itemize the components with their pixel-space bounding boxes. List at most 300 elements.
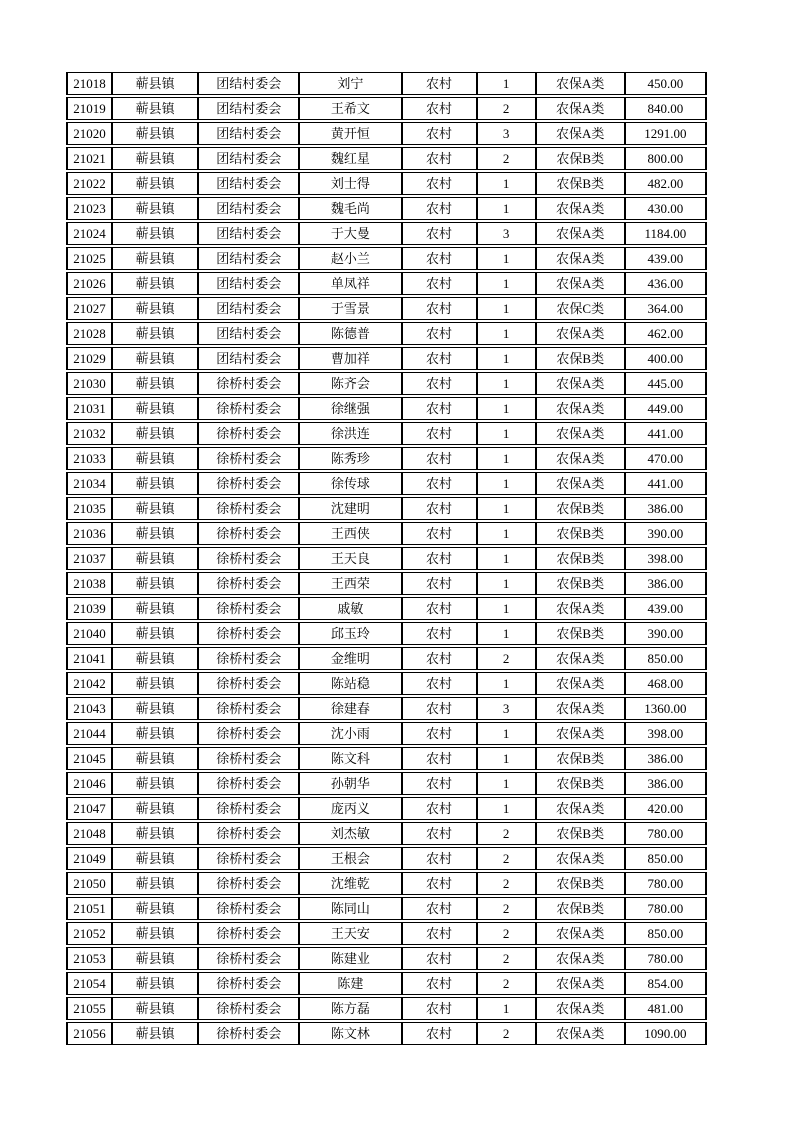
amount-cell: 800.00 bbox=[625, 147, 707, 170]
village-committee-cell: 徐桥村委会 bbox=[198, 572, 299, 595]
town-cell: 蕲县镇 bbox=[112, 497, 198, 520]
table-row bbox=[66, 347, 707, 370]
residence-type-cell: 农村 bbox=[402, 997, 477, 1020]
residence-type-cell: 农村 bbox=[402, 822, 477, 845]
village-committee-cell: 徐桥村委会 bbox=[198, 822, 299, 845]
village-committee-cell: 徐桥村委会 bbox=[198, 672, 299, 695]
record-id-cell: 21044 bbox=[66, 722, 112, 745]
village-committee-cell: 团结村委会 bbox=[198, 322, 299, 345]
amount-cell: 364.00 bbox=[625, 297, 707, 320]
person-count-cell: 1 bbox=[477, 447, 536, 470]
person-name-cell: 沈建明 bbox=[299, 497, 401, 520]
record-id-cell: 21034 bbox=[66, 472, 112, 495]
person-name-cell: 于雪景 bbox=[299, 297, 401, 320]
village-committee-cell: 团结村委会 bbox=[198, 347, 299, 370]
residence-type-cell: 农村 bbox=[402, 922, 477, 945]
person-count-cell: 1 bbox=[477, 247, 536, 270]
person-count-cell: 1 bbox=[477, 997, 536, 1020]
table-row bbox=[66, 872, 707, 895]
insurance-category-cell: 农保B类 bbox=[536, 872, 625, 895]
record-id-cell: 21023 bbox=[66, 197, 112, 220]
town-cell: 蕲县镇 bbox=[112, 847, 198, 870]
insurance-category-cell: 农保A类 bbox=[536, 722, 625, 745]
record-id-cell: 21027 bbox=[66, 297, 112, 320]
person-name-cell: 陈建 bbox=[299, 972, 401, 995]
record-id-cell: 21039 bbox=[66, 597, 112, 620]
person-name-cell: 陈方磊 bbox=[299, 997, 401, 1020]
amount-cell: 1360.00 bbox=[625, 697, 707, 720]
pension-table bbox=[66, 70, 707, 1047]
person-name-cell: 陈秀珍 bbox=[299, 447, 401, 470]
town-cell: 蕲县镇 bbox=[112, 972, 198, 995]
insurance-category-cell: 农保A类 bbox=[536, 322, 625, 345]
table-row bbox=[66, 272, 707, 295]
record-id-cell: 21045 bbox=[66, 747, 112, 770]
person-count-cell: 2 bbox=[477, 1022, 536, 1045]
village-committee-cell: 徐桥村委会 bbox=[198, 847, 299, 870]
table-row bbox=[66, 222, 707, 245]
residence-type-cell: 农村 bbox=[402, 972, 477, 995]
insurance-category-cell: 农保B类 bbox=[536, 147, 625, 170]
amount-cell: 449.00 bbox=[625, 397, 707, 420]
person-count-cell: 1 bbox=[477, 797, 536, 820]
insurance-category-cell: 农保B类 bbox=[536, 622, 625, 645]
town-cell: 蕲县镇 bbox=[112, 97, 198, 120]
amount-cell: 398.00 bbox=[625, 722, 707, 745]
table-row bbox=[66, 647, 707, 670]
town-cell: 蕲县镇 bbox=[112, 797, 198, 820]
record-id-cell: 21019 bbox=[66, 97, 112, 120]
town-cell: 蕲县镇 bbox=[112, 172, 198, 195]
insurance-category-cell: 农保B类 bbox=[536, 822, 625, 845]
residence-type-cell: 农村 bbox=[402, 797, 477, 820]
person-name-cell: 王西侠 bbox=[299, 522, 401, 545]
person-count-cell: 1 bbox=[477, 472, 536, 495]
record-id-cell: 21024 bbox=[66, 222, 112, 245]
person-count-cell: 1 bbox=[477, 397, 536, 420]
person-name-cell: 陈齐会 bbox=[299, 372, 401, 395]
record-id-cell: 21053 bbox=[66, 947, 112, 970]
person-name-cell: 刘宁 bbox=[299, 72, 401, 95]
person-name-cell: 戚敏 bbox=[299, 597, 401, 620]
amount-cell: 1291.00 bbox=[625, 122, 707, 145]
town-cell: 蕲县镇 bbox=[112, 447, 198, 470]
village-committee-cell: 团结村委会 bbox=[198, 222, 299, 245]
village-committee-cell: 徐桥村委会 bbox=[198, 547, 299, 570]
person-name-cell: 陈同山 bbox=[299, 897, 401, 920]
amount-cell: 445.00 bbox=[625, 372, 707, 395]
town-cell: 蕲县镇 bbox=[112, 1022, 198, 1045]
insurance-category-cell: 农保A类 bbox=[536, 847, 625, 870]
record-id-cell: 21042 bbox=[66, 672, 112, 695]
residence-type-cell: 农村 bbox=[402, 747, 477, 770]
insurance-category-cell: 农保A类 bbox=[536, 372, 625, 395]
person-name-cell: 徐建春 bbox=[299, 697, 401, 720]
table-row bbox=[66, 972, 707, 995]
person-name-cell: 刘士得 bbox=[299, 172, 401, 195]
table-row bbox=[66, 672, 707, 695]
village-committee-cell: 徐桥村委会 bbox=[198, 697, 299, 720]
insurance-category-cell: 农保A类 bbox=[536, 197, 625, 220]
person-name-cell: 曹加祥 bbox=[299, 347, 401, 370]
village-committee-cell: 团结村委会 bbox=[198, 97, 299, 120]
village-committee-cell: 徐桥村委会 bbox=[198, 372, 299, 395]
record-id-cell: 21020 bbox=[66, 122, 112, 145]
town-cell: 蕲县镇 bbox=[112, 522, 198, 545]
amount-cell: 854.00 bbox=[625, 972, 707, 995]
record-id-cell: 21022 bbox=[66, 172, 112, 195]
table-row bbox=[66, 597, 707, 620]
table-row bbox=[66, 722, 707, 745]
insurance-category-cell: 农保B类 bbox=[536, 572, 625, 595]
table-row bbox=[66, 147, 707, 170]
person-name-cell: 黄开恒 bbox=[299, 122, 401, 145]
town-cell: 蕲县镇 bbox=[112, 947, 198, 970]
table-row bbox=[66, 322, 707, 345]
residence-type-cell: 农村 bbox=[402, 872, 477, 895]
table-row bbox=[66, 247, 707, 270]
person-count-cell: 1 bbox=[477, 622, 536, 645]
village-committee-cell: 徐桥村委会 bbox=[198, 447, 299, 470]
person-count-cell: 1 bbox=[477, 497, 536, 520]
amount-cell: 439.00 bbox=[625, 597, 707, 620]
residence-type-cell: 农村 bbox=[402, 497, 477, 520]
person-name-cell: 王根会 bbox=[299, 847, 401, 870]
person-name-cell: 沈维乾 bbox=[299, 872, 401, 895]
person-count-cell: 1 bbox=[477, 72, 536, 95]
record-id-cell: 21029 bbox=[66, 347, 112, 370]
table-row bbox=[66, 197, 707, 220]
amount-cell: 400.00 bbox=[625, 347, 707, 370]
village-committee-cell: 团结村委会 bbox=[198, 247, 299, 270]
town-cell: 蕲县镇 bbox=[112, 272, 198, 295]
person-name-cell: 赵小兰 bbox=[299, 247, 401, 270]
record-id-cell: 21052 bbox=[66, 922, 112, 945]
table-row bbox=[66, 172, 707, 195]
pension-table-body bbox=[66, 72, 707, 1045]
record-id-cell: 21026 bbox=[66, 272, 112, 295]
village-committee-cell: 团结村委会 bbox=[198, 297, 299, 320]
town-cell: 蕲县镇 bbox=[112, 122, 198, 145]
insurance-category-cell: 农保B类 bbox=[536, 897, 625, 920]
person-count-cell: 1 bbox=[477, 322, 536, 345]
town-cell: 蕲县镇 bbox=[112, 147, 198, 170]
amount-cell: 386.00 bbox=[625, 572, 707, 595]
insurance-category-cell: 农保A类 bbox=[536, 797, 625, 820]
residence-type-cell: 农村 bbox=[402, 547, 477, 570]
town-cell: 蕲县镇 bbox=[112, 247, 198, 270]
table-row bbox=[66, 1022, 707, 1045]
record-id-cell: 21025 bbox=[66, 247, 112, 270]
residence-type-cell: 农村 bbox=[402, 622, 477, 645]
amount-cell: 840.00 bbox=[625, 97, 707, 120]
insurance-category-cell: 农保A类 bbox=[536, 922, 625, 945]
person-name-cell: 庞丙义 bbox=[299, 797, 401, 820]
residence-type-cell: 农村 bbox=[402, 947, 477, 970]
person-count-cell: 2 bbox=[477, 922, 536, 945]
amount-cell: 420.00 bbox=[625, 797, 707, 820]
insurance-category-cell: 农保A类 bbox=[536, 972, 625, 995]
residence-type-cell: 农村 bbox=[402, 372, 477, 395]
table-row bbox=[66, 622, 707, 645]
village-committee-cell: 团结村委会 bbox=[198, 147, 299, 170]
village-committee-cell: 团结村委会 bbox=[198, 122, 299, 145]
person-name-cell: 魏红星 bbox=[299, 147, 401, 170]
village-committee-cell: 徐桥村委会 bbox=[198, 972, 299, 995]
town-cell: 蕲县镇 bbox=[112, 897, 198, 920]
person-count-cell: 1 bbox=[477, 522, 536, 545]
person-count-cell: 1 bbox=[477, 197, 536, 220]
table-row bbox=[66, 472, 707, 495]
village-committee-cell: 团结村委会 bbox=[198, 72, 299, 95]
residence-type-cell: 农村 bbox=[402, 72, 477, 95]
table-row bbox=[66, 747, 707, 770]
town-cell: 蕲县镇 bbox=[112, 747, 198, 770]
village-committee-cell: 徐桥村委会 bbox=[198, 522, 299, 545]
village-committee-cell: 徐桥村委会 bbox=[198, 922, 299, 945]
person-name-cell: 陈文科 bbox=[299, 747, 401, 770]
person-count-cell: 2 bbox=[477, 872, 536, 895]
insurance-category-cell: 农保A类 bbox=[536, 222, 625, 245]
record-id-cell: 21018 bbox=[66, 72, 112, 95]
insurance-category-cell: 农保B类 bbox=[536, 747, 625, 770]
person-count-cell: 1 bbox=[477, 272, 536, 295]
person-count-cell: 1 bbox=[477, 722, 536, 745]
insurance-category-cell: 农保A类 bbox=[536, 947, 625, 970]
record-id-cell: 21037 bbox=[66, 547, 112, 570]
record-id-cell: 21021 bbox=[66, 147, 112, 170]
village-committee-cell: 徐桥村委会 bbox=[198, 397, 299, 420]
table-row bbox=[66, 122, 707, 145]
residence-type-cell: 农村 bbox=[402, 122, 477, 145]
record-id-cell: 21035 bbox=[66, 497, 112, 520]
record-id-cell: 21049 bbox=[66, 847, 112, 870]
amount-cell: 850.00 bbox=[625, 922, 707, 945]
amount-cell: 780.00 bbox=[625, 822, 707, 845]
amount-cell: 386.00 bbox=[625, 772, 707, 795]
town-cell: 蕲县镇 bbox=[112, 997, 198, 1020]
insurance-category-cell: 农保A类 bbox=[536, 97, 625, 120]
person-name-cell: 陈站稳 bbox=[299, 672, 401, 695]
person-name-cell: 王西荣 bbox=[299, 572, 401, 595]
person-name-cell: 王天良 bbox=[299, 547, 401, 570]
residence-type-cell: 农村 bbox=[402, 722, 477, 745]
person-count-cell: 1 bbox=[477, 547, 536, 570]
residence-type-cell: 农村 bbox=[402, 597, 477, 620]
person-name-cell: 魏毛尚 bbox=[299, 197, 401, 220]
table-row bbox=[66, 947, 707, 970]
village-committee-cell: 徐桥村委会 bbox=[198, 497, 299, 520]
residence-type-cell: 农村 bbox=[402, 647, 477, 670]
amount-cell: 780.00 bbox=[625, 947, 707, 970]
residence-type-cell: 农村 bbox=[402, 447, 477, 470]
person-name-cell: 陈德普 bbox=[299, 322, 401, 345]
person-count-cell: 1 bbox=[477, 347, 536, 370]
insurance-category-cell: 农保A类 bbox=[536, 672, 625, 695]
amount-cell: 441.00 bbox=[625, 422, 707, 445]
town-cell: 蕲县镇 bbox=[112, 297, 198, 320]
residence-type-cell: 农村 bbox=[402, 172, 477, 195]
person-name-cell: 沈小雨 bbox=[299, 722, 401, 745]
record-id-cell: 21033 bbox=[66, 447, 112, 470]
person-name-cell: 徐继强 bbox=[299, 397, 401, 420]
table-row bbox=[66, 847, 707, 870]
village-committee-cell: 徐桥村委会 bbox=[198, 872, 299, 895]
person-name-cell: 徐传球 bbox=[299, 472, 401, 495]
person-count-cell: 2 bbox=[477, 847, 536, 870]
table-row bbox=[66, 897, 707, 920]
town-cell: 蕲县镇 bbox=[112, 872, 198, 895]
record-id-cell: 21038 bbox=[66, 572, 112, 595]
village-committee-cell: 徐桥村委会 bbox=[198, 722, 299, 745]
table-row bbox=[66, 372, 707, 395]
village-committee-cell: 徐桥村委会 bbox=[198, 422, 299, 445]
residence-type-cell: 农村 bbox=[402, 772, 477, 795]
residence-type-cell: 农村 bbox=[402, 472, 477, 495]
amount-cell: 1184.00 bbox=[625, 222, 707, 245]
table-row bbox=[66, 922, 707, 945]
table-row bbox=[66, 997, 707, 1020]
person-count-cell: 1 bbox=[477, 747, 536, 770]
insurance-category-cell: 农保A类 bbox=[536, 447, 625, 470]
record-id-cell: 21031 bbox=[66, 397, 112, 420]
record-id-cell: 21047 bbox=[66, 797, 112, 820]
insurance-category-cell: 农保A类 bbox=[536, 1022, 625, 1045]
residence-type-cell: 农村 bbox=[402, 897, 477, 920]
table-row bbox=[66, 572, 707, 595]
insurance-category-cell: 农保A类 bbox=[536, 397, 625, 420]
record-id-cell: 21046 bbox=[66, 772, 112, 795]
record-id-cell: 21051 bbox=[66, 897, 112, 920]
residence-type-cell: 农村 bbox=[402, 422, 477, 445]
insurance-category-cell: 农保A类 bbox=[536, 472, 625, 495]
town-cell: 蕲县镇 bbox=[112, 347, 198, 370]
insurance-category-cell: 农保A类 bbox=[536, 247, 625, 270]
town-cell: 蕲县镇 bbox=[112, 222, 198, 245]
amount-cell: 390.00 bbox=[625, 622, 707, 645]
insurance-category-cell: 农保A类 bbox=[536, 647, 625, 670]
village-committee-cell: 徐桥村委会 bbox=[198, 947, 299, 970]
town-cell: 蕲县镇 bbox=[112, 397, 198, 420]
town-cell: 蕲县镇 bbox=[112, 572, 198, 595]
person-count-cell: 1 bbox=[477, 572, 536, 595]
insurance-category-cell: 农保A类 bbox=[536, 272, 625, 295]
table-row bbox=[66, 447, 707, 470]
residence-type-cell: 农村 bbox=[402, 322, 477, 345]
person-count-cell: 1 bbox=[477, 372, 536, 395]
person-count-cell: 2 bbox=[477, 97, 536, 120]
amount-cell: 468.00 bbox=[625, 672, 707, 695]
insurance-category-cell: 农保B类 bbox=[536, 347, 625, 370]
insurance-category-cell: 农保B类 bbox=[536, 172, 625, 195]
village-committee-cell: 团结村委会 bbox=[198, 272, 299, 295]
amount-cell: 850.00 bbox=[625, 647, 707, 670]
amount-cell: 386.00 bbox=[625, 497, 707, 520]
village-committee-cell: 团结村委会 bbox=[198, 197, 299, 220]
record-id-cell: 21036 bbox=[66, 522, 112, 545]
amount-cell: 386.00 bbox=[625, 747, 707, 770]
table-row bbox=[66, 797, 707, 820]
town-cell: 蕲县镇 bbox=[112, 597, 198, 620]
amount-cell: 430.00 bbox=[625, 197, 707, 220]
town-cell: 蕲县镇 bbox=[112, 422, 198, 445]
town-cell: 蕲县镇 bbox=[112, 697, 198, 720]
town-cell: 蕲县镇 bbox=[112, 372, 198, 395]
village-committee-cell: 徐桥村委会 bbox=[198, 472, 299, 495]
amount-cell: 398.00 bbox=[625, 547, 707, 570]
record-id-cell: 21028 bbox=[66, 322, 112, 345]
record-id-cell: 21032 bbox=[66, 422, 112, 445]
residence-type-cell: 农村 bbox=[402, 197, 477, 220]
table-row bbox=[66, 297, 707, 320]
person-count-cell: 2 bbox=[477, 647, 536, 670]
residence-type-cell: 农村 bbox=[402, 247, 477, 270]
person-count-cell: 2 bbox=[477, 947, 536, 970]
town-cell: 蕲县镇 bbox=[112, 472, 198, 495]
record-id-cell: 21030 bbox=[66, 372, 112, 395]
village-committee-cell: 徐桥村委会 bbox=[198, 797, 299, 820]
record-id-cell: 21040 bbox=[66, 622, 112, 645]
person-name-cell: 刘杰敏 bbox=[299, 822, 401, 845]
village-committee-cell: 徐桥村委会 bbox=[198, 1022, 299, 1045]
residence-type-cell: 农村 bbox=[402, 1022, 477, 1045]
table-row bbox=[66, 697, 707, 720]
table-row bbox=[66, 547, 707, 570]
village-committee-cell: 徐桥村委会 bbox=[198, 997, 299, 1020]
record-id-cell: 21054 bbox=[66, 972, 112, 995]
table-row bbox=[66, 497, 707, 520]
amount-cell: 462.00 bbox=[625, 322, 707, 345]
village-committee-cell: 徐桥村委会 bbox=[198, 897, 299, 920]
person-name-cell: 陈建业 bbox=[299, 947, 401, 970]
village-committee-cell: 团结村委会 bbox=[198, 172, 299, 195]
insurance-category-cell: 农保A类 bbox=[536, 72, 625, 95]
amount-cell: 850.00 bbox=[625, 847, 707, 870]
insurance-category-cell: 农保B类 bbox=[536, 772, 625, 795]
person-name-cell: 王天安 bbox=[299, 922, 401, 945]
town-cell: 蕲县镇 bbox=[112, 622, 198, 645]
residence-type-cell: 农村 bbox=[402, 847, 477, 870]
record-id-cell: 21048 bbox=[66, 822, 112, 845]
town-cell: 蕲县镇 bbox=[112, 772, 198, 795]
amount-cell: 780.00 bbox=[625, 897, 707, 920]
record-id-cell: 21041 bbox=[66, 647, 112, 670]
table-row bbox=[66, 822, 707, 845]
insurance-category-cell: 农保B类 bbox=[536, 497, 625, 520]
insurance-category-cell: 农保A类 bbox=[536, 697, 625, 720]
amount-cell: 441.00 bbox=[625, 472, 707, 495]
amount-cell: 390.00 bbox=[625, 522, 707, 545]
town-cell: 蕲县镇 bbox=[112, 922, 198, 945]
record-id-cell: 21055 bbox=[66, 997, 112, 1020]
person-name-cell: 孙朝华 bbox=[299, 772, 401, 795]
table-row bbox=[66, 522, 707, 545]
person-count-cell: 3 bbox=[477, 697, 536, 720]
town-cell: 蕲县镇 bbox=[112, 72, 198, 95]
table-row bbox=[66, 72, 707, 95]
town-cell: 蕲县镇 bbox=[112, 197, 198, 220]
insurance-category-cell: 农保A类 bbox=[536, 597, 625, 620]
amount-cell: 436.00 bbox=[625, 272, 707, 295]
amount-cell: 470.00 bbox=[625, 447, 707, 470]
person-name-cell: 金维明 bbox=[299, 647, 401, 670]
residence-type-cell: 农村 bbox=[402, 522, 477, 545]
amount-cell: 450.00 bbox=[625, 72, 707, 95]
amount-cell: 482.00 bbox=[625, 172, 707, 195]
town-cell: 蕲县镇 bbox=[112, 547, 198, 570]
amount-cell: 481.00 bbox=[625, 997, 707, 1020]
residence-type-cell: 农村 bbox=[402, 347, 477, 370]
